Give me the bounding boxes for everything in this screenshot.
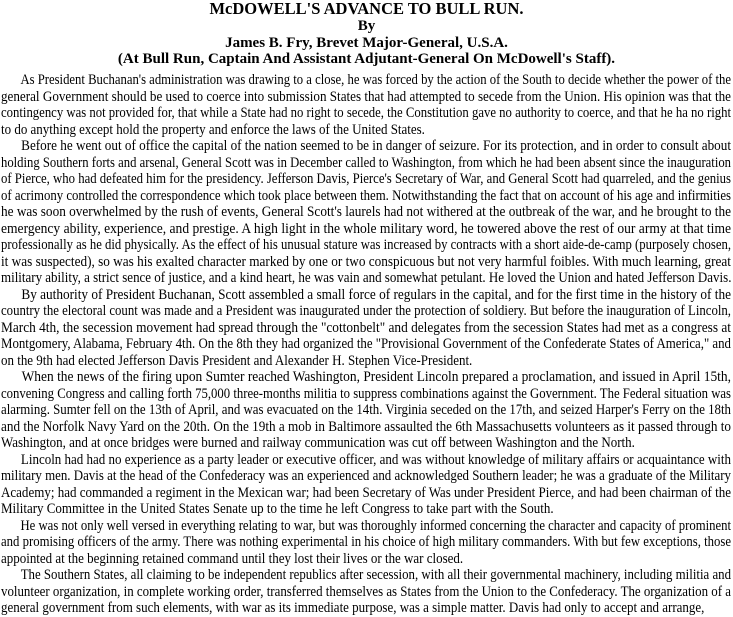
text-line: general government from such elements, with war as its immediate purpose, was a simple matter. Davis had only to accept and arrange,	[1, 600, 705, 616]
byline-by: By	[357, 18, 376, 34]
paragraph	[1, 518, 732, 568]
text-line: it was suspected), so was his exalted character marked by one or two conspicuous but not very harmful foibles. With much learning, great	[1, 253, 731, 270]
text-line: on the 9th had elected Jefferson Davis President and Alexander H. Stephen Vice-President.	[1, 352, 473, 369]
text-line: holding Southern forts and arsenal, General Scott was in December called to Washington, from which he had been absent since the inauguration	[1, 154, 731, 171]
text-line: Before he went out of office the capital of the nation seemed to be in danger of seizure. For its protection, and in order to consult about	[21, 138, 732, 154]
text-line: volunteer organization, in complete working order, transferred themselves as States from the Union to the Confederacy. The organization of a	[1, 583, 731, 600]
text-line: Military Committee in the United States Senate up to the time he left Congress to take part with the South.	[1, 501, 554, 517]
text-line: and promising officers of the army. There was nothing experimental in his choice of high military commanders. With but few exceptions, those	[1, 534, 731, 550]
article-body	[1, 72, 732, 617]
author-name: James B. Fry, Brevet Major-General, U.S.A.	[225, 34, 508, 51]
text-line: alarming. Sumter fell on the 13th of April, and was evacuated on the 14th. Virginia seceded on the 17th, and seized Harper's Ferry on the 18th	[1, 402, 731, 418]
paragraph	[1, 138, 732, 287]
text-line: general Government should be used to coerce into submission States that had attempted to secede from the Union. His opinion was that the	[1, 88, 731, 105]
text-line: country the electoral count was made and a President was inaugurated under the protection of soldiery. But before the inauguration of Lincoln,	[1, 303, 731, 319]
text-line: military ability, a strict sence of justice, and a kind heart, he was vain and somewhat petulant. He loved the Union and hated Jefferson Davis.	[1, 270, 732, 286]
text-line: The Southern States, all claiming to be independent republics after secession, with all their governmental machinery, including militia and	[20, 567, 731, 583]
paragraph	[1, 287, 732, 370]
article-title: McDOWELL'S ADVANCE TO BULL RUN.	[209, 0, 524, 18]
text-line: of Pierce, who had defeated him for the presidency. Jefferson Davis, Pierce's Secretary of War, and General Scott had quarreled, and the genius	[1, 171, 731, 187]
text-line: Washington, and at once bridges were burned and railway communication was cut off between Washington and the North.	[1, 435, 635, 451]
text-line: convening Congress and calling forth 75,000 three-months militia to suppress combinations against the Government. The Federal situation was	[1, 385, 731, 402]
text-line: When the news of the firing upon Sumter reached Washington, President Lincoln prepared a proclamation, and issued in April 15th,	[21, 369, 731, 385]
text-line: appointed at the beginning retained command until they lost their lives or the war closed.	[1, 550, 464, 567]
text-line: Academy; had commanded a regiment in the Mexican war; had been Secretary of Was under President Pierce, and had been chairman of the	[1, 484, 731, 501]
text-line: By authority of President Buchanan, Scott assembled a small force of regulars in the capital, and for the first time in the history of the	[21, 286, 732, 303]
article-header	[0, 0, 733, 68]
paragraph	[1, 369, 732, 452]
text-line: of acrimony controlled the correspondence which took place between them. Notwithstanding the fact that on account of his age and infirmities	[1, 187, 731, 204]
text-line: professionally as he did physically. As the effect of his unusual stature was increased by contracts with a short aide-de-camp (purposely chosen,	[1, 237, 731, 253]
text-line: March 4th, the secession movement had spread through the "cottonbelt" and delegates from the secession States had met as a congress at	[1, 319, 731, 336]
paragraph	[1, 567, 732, 617]
text-line: and the Norfolk Navy Yard on the 20th. On the 19th a mob in Baltimore assaulted the 6th Massachusetts volunteers as it passed through to	[1, 418, 731, 435]
paragraph	[1, 72, 732, 138]
text-line: he was soon overwhelmed by the rush of events, General Scott's laurels had not withered at the outbreak of the war, and he brought to the	[1, 204, 731, 220]
text-line: to do anything except hold the property and enforce the laws of the United States.	[1, 121, 425, 138]
text-line: Montgomery, Alabama, February 4th. On the 8th they had organized the "Provisional Government of the Confederate States of America," and	[1, 336, 731, 352]
text-line: contingency was not provided for, that while a State had no right to secede, the Constitution gave no authority to coerce, and that he ha no right	[1, 105, 731, 121]
text-line: military men. Davis at the head of the Confederacy was an experienced and acknowledged Southern leader; he was a graduate of the Military	[1, 468, 731, 484]
text-line: He was not only well versed in everything relating to war, but was thoroughly informed concerning the character and capacity of prominent	[20, 517, 732, 534]
text-line: emergency ability, experience, and prestige. A high light in the whole military word, he towered above the rest of our army at that time	[1, 220, 731, 237]
text-line: Lincoln had had no experience as a party leader or executive officer, and was without knowledge of military affairs or acquaintance with	[20, 451, 731, 468]
text-line: As President Buchanan's administration was drawing to a close, he was forced by the action of the South to decide whether the power of the	[20, 72, 731, 88]
paragraph	[1, 452, 732, 518]
author-role: (At Bull Run, Captain And Assistant Adjutant-General On McDowell's Staff).	[117, 51, 616, 68]
